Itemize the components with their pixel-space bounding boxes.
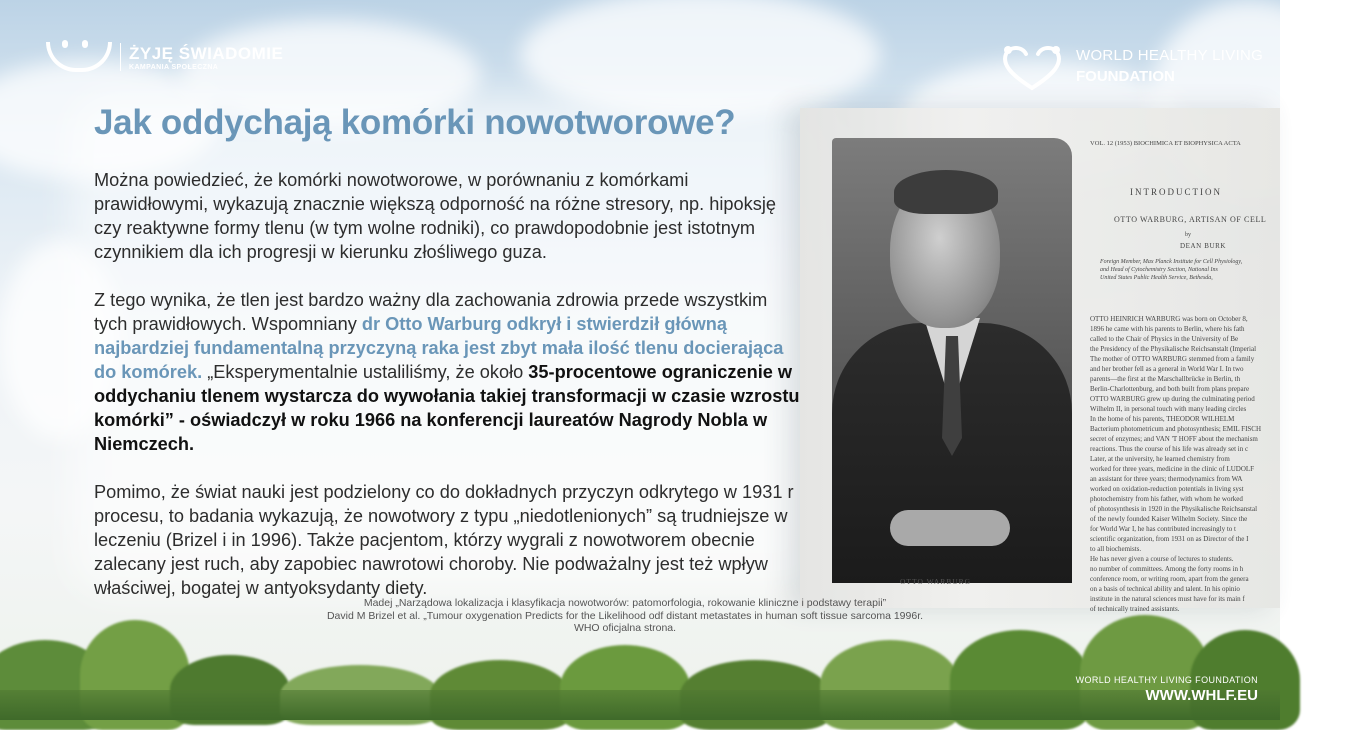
portrait-hair [894,170,998,214]
foundation-name-line1: WORLD HEALTHY LIVING [1076,47,1264,64]
footer-foundation: WORLD HEALTHY LIVING FOUNDATION [1075,675,1258,685]
article-line: photochemistry from his father, with whom he worked [1090,495,1243,503]
article-line: to all biochemists. [1090,545,1142,553]
page-title: Jak oddychają komórki nowotworowe? [94,103,736,142]
article-line: Later, at the university, he learned chemistry from [1090,455,1230,463]
article-line: on a basis of technical ability and talent. In his opinio [1090,585,1240,593]
article-line: for World War I, he has contributed increasingly to t [1090,525,1236,533]
article-line: of the newly founded Kaiser Wilhelm Society. Since the [1090,515,1248,523]
book-page-text [1090,140,1285,613]
paragraph-1: Można powiedzieć, że komórki nowotworowe, w porównaniu z komórkami prawidłowymi, wykazują znacznie większą odporność na różne stresory, np. hipoksję czy reaktywne formy tlenu (w tym wolne rodniki), co prawdopodobnie jest istotnym czynnikiem dla ich progresji w kierunku złośliwego guza. [94,170,777,262]
brand-tagline: KAMPANIA SPOŁECZNA [129,63,219,71]
article-line: worked for three years, medicine in the clinic of LUDOLF [1090,465,1255,473]
article-line: He has never given a course of lectures to students. [1090,555,1234,563]
paragraph-2 [94,288,804,456]
affiliation-line: and Head of Cytochemistry Section, National Ins [1100,267,1218,273]
by-word: by [1185,232,1191,238]
footer-website-link[interactable]: WWW.WHLF.EU [1145,687,1258,704]
article-line: parents—the first at the Marschallbrücke in Berlin, th [1090,375,1241,383]
whlf-logo [1000,44,1263,88]
quote-bold: 35-procentowe ograniczenie w oddychaniu tlenem wystarcza do wywołania takiej transformacji w czasie wzrostu komórki” - oświadczył w roku 1966 na konferencji laureatów Nagrody Nobla w Niemczech. [94,362,800,454]
article-line: and her brother fell as a general in World War I. In two [1090,365,1244,373]
article-line: reactions. Thus the course of his life was already set in c [1090,445,1249,453]
footer [1076,675,1258,704]
reference-item: Madej „Narządowa lokalizacja i klasyfikacja nowotworów: patomorfologia, rokowanie kliniczne i podstawy terapii” [363,597,887,609]
article-line: OTTO WARBURG grew up during the culminating period [1090,395,1255,403]
article-line: Wilhelm II, in personal touch with many leading circles [1090,405,1247,413]
article-line: worked on oxidation-reduction potentials in living syst [1090,485,1244,493]
article-line: the Presidency of the Physikalische Reichsanstalt (Imperial [1090,345,1257,353]
article-line: The mother of OTTO WARBURG stemmed from a family [1090,355,1255,363]
smile-icon [40,40,112,74]
affiliation-line: Foreign Member, Max Planck Institute for Cell Physiology, [1100,259,1243,265]
article-line: no number of committees. Among the forty rooms in h [1090,565,1244,573]
author-affiliation [1100,258,1285,282]
portrait-hand [890,510,1010,546]
logo-divider [120,43,121,71]
portrait-photo [832,138,1072,578]
article-line: In the home of his parents, THEODOR WILHELM [1090,415,1235,423]
article-text [94,168,804,624]
quote-start: „Eksperymentalnie ustaliliśmy, że około [202,362,529,382]
paragraph-3: Pomimo, że świat nauki jest podzielony co do dokładnych przyczyn odkrytego w 1931 r procesu, to badania wykazują, że nowotwory z typu „niedotlenionych” są trudniejsze w leczeniu (Brizel i in 1996). Także pacjentom, którzy wygrali z nowotworem obecnie zalecany jest ruch, aby zapobiec nawrotowi choroby. Nie podważalny jest też wpływ właściwej, bogatej w antyoksydanty diety. [94,482,794,598]
brand-name: ŻYJĘ ŚWIADOMIE [129,43,284,63]
article-line: OTTO HEINRICH WARBURG was born on October 8, [1090,315,1248,323]
article-line: institute in the natural sciences must have for its main f [1090,595,1245,603]
page-header: VOL. 12 (1953) BIOCHIMICA ET BIOPHYSICA ACTA [1090,140,1241,147]
article-line: 1896 he came with his parents to Berlin, where his fath [1090,325,1245,333]
photo-caption: OTTO WARBURG [900,577,972,586]
warburg-highlight: dr Otto Warburg odkrył i stwierdził główną najbardziej fundamentalną przyczyną raka jest zbyt mała ilość tlenu docierająca do komórek. [94,314,784,382]
heart-hands-icon [1000,44,1064,88]
article-line: Bacterium photometricum and photosynthesis; EMIL FISCH [1090,425,1262,433]
foundation-name-line2: FOUNDATION [1076,68,1175,85]
article-line: scientific organization, from 1931 on as Director of the I [1090,535,1249,543]
reference-item: WHO oficjalna strona. [573,622,677,634]
article-line: of technically trained assistants. [1090,605,1180,613]
article-line: an assistant for three years; thermodynamics from WA [1090,475,1243,483]
affiliation-line: United States Public Health Service, Bethesda, [1100,275,1213,281]
article-line: of photosynthesis in 1920 in the Physikalische Reichsanstal [1090,505,1258,513]
article-line: secret of enzymes; and VAN 'T HOFF about the mechanism [1090,435,1258,443]
article-line: conference room, or writing room, apart from the genera [1090,575,1249,583]
article-line: Berlin-Charlottenburg, and both built from plans prepare [1090,385,1250,393]
article-body [1090,314,1285,614]
article-author: DEAN BURK [1180,242,1227,250]
paragraph-2-intro: Z tego wynika, że tlen jest bardzo ważny dla zachowania zdrowia przede wszystkim tych prawidłowych. Wspomniany [94,290,768,334]
zyje-swiadomie-logo [40,40,283,74]
article-line: called to the Chair of Physics in the University of Be [1090,335,1239,343]
reference-item: David M Brizel et al. „Tumour oxygenation Predicts for the Likelihood odf distant metastates in human soft tissue sarcoma 1996r. [326,609,924,622]
article-title: OTTO WARBURG, ARTISAN OF CELL [1114,215,1267,224]
page-heading: INTRODUCTION [1130,187,1222,197]
